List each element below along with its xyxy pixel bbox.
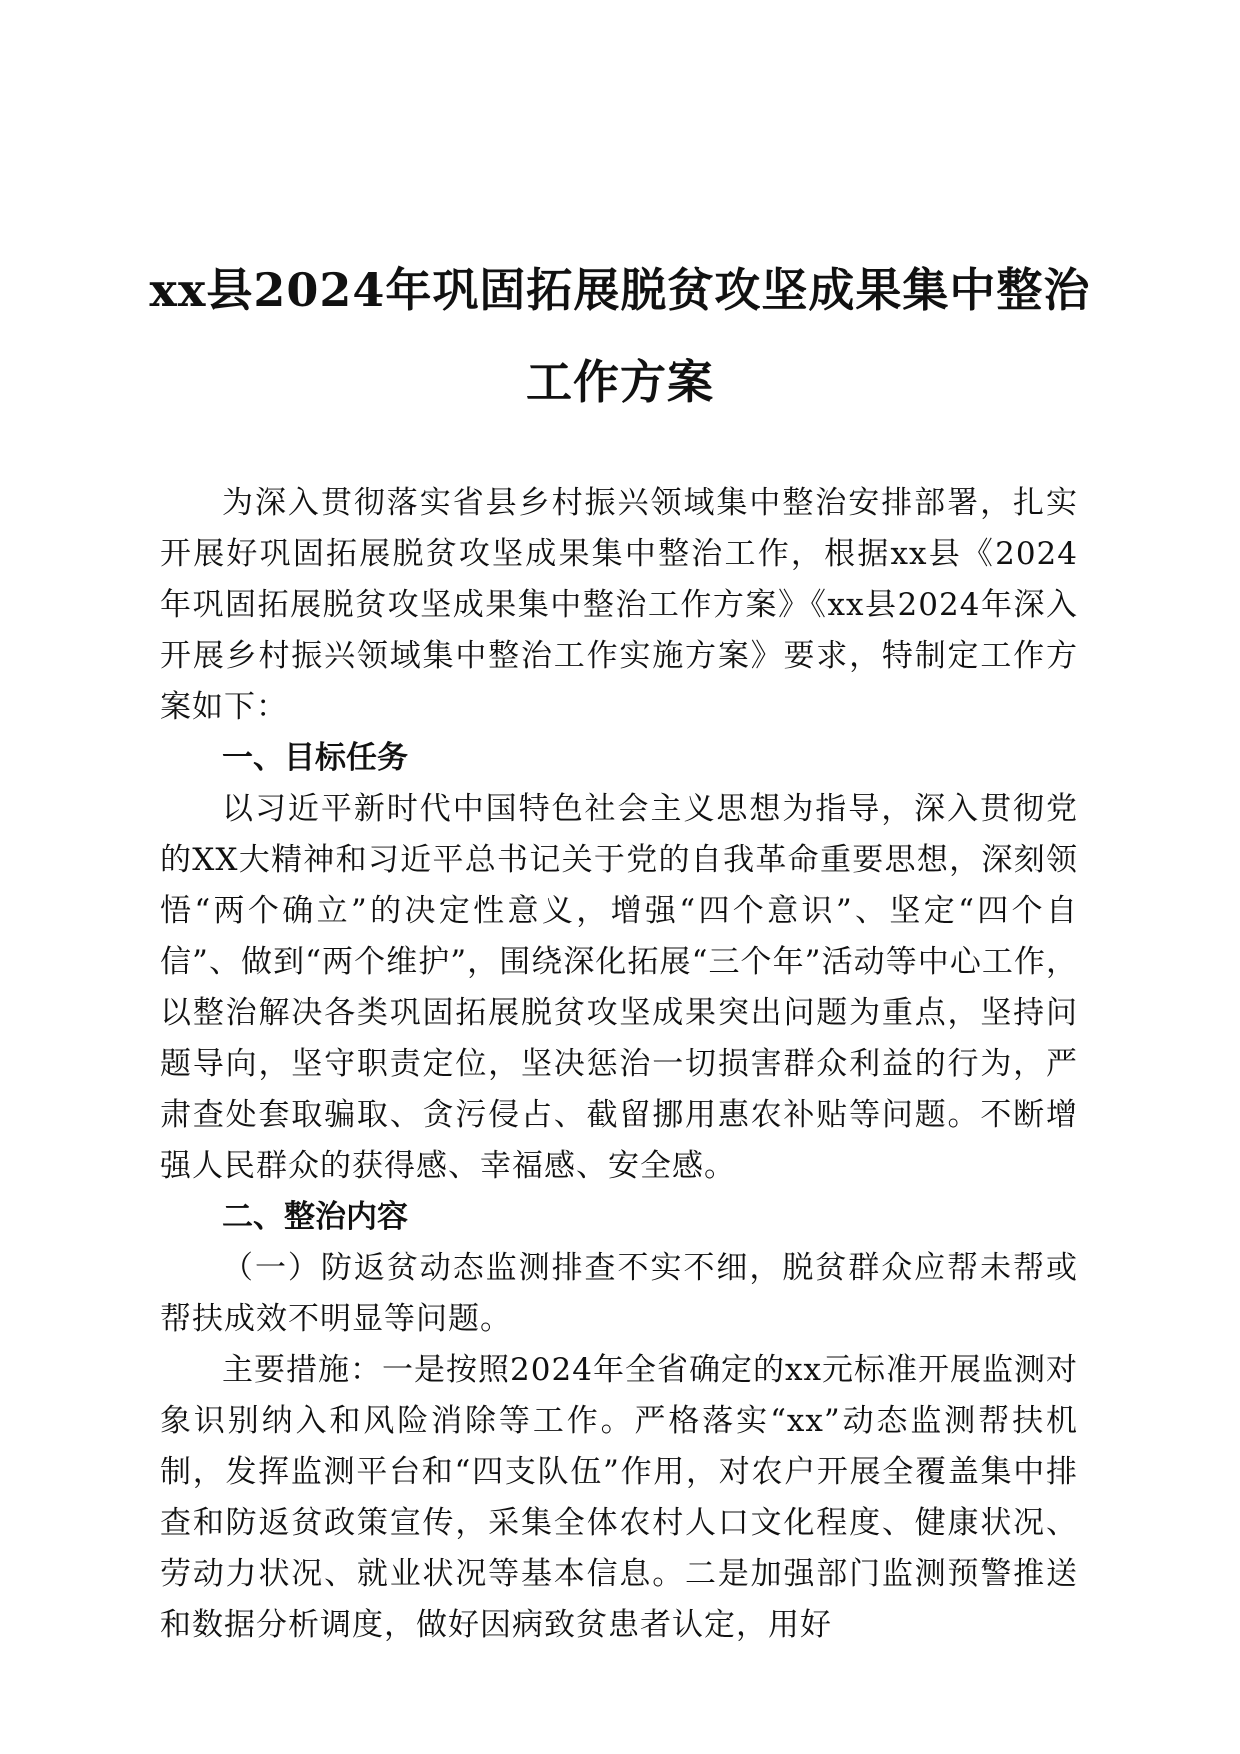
section-heading: 二、整治内容 xyxy=(222,1199,408,1235)
document-title-line-2: 工作方案 xyxy=(526,355,714,409)
section-paragraph: 主要措施：一是按照2024年全省确定的xx元标准开展监测对象识别纳入和风险消除等工作。严格落实“xx”动态监测帮扶机制，发挥监测平台和“四支队伍”作用，对农户开展全覆盖集中排查和防返贫政策宣传，采集全体农村人口文化程度、健康状况、劳动力状况、就业状况等基本信息。二是加强部门监测预警推送和数据分析调度，做好因病致贫患者认定，用好 xyxy=(160,1352,1078,1643)
section-paragraph: 以习近平新时代中国特色社会主义思想为指导，深入贯彻党的XX大精神和习近平总书记关于党的自我革命重要思想，深刻领悟“两个确立”的决定性意义，增强“四个意识”、坚定“四个自信”、做到“两个维护”，围绕深化拓展“三个年”活动等中心工作，以整治解决各类巩固拓展脱贫攻坚成果突出问题为重点，坚持问题导向，坚守职责定位，坚决惩治一切损害群众利益的行为，严肃查处套取骗取、贪污侵占、截留挪用惠农补贴等问题。不断增强人民群众的获得感、幸福感、安全感。 xyxy=(160,791,1078,1184)
section-heading: 一、目标任务 xyxy=(222,740,408,776)
document-title-line-1: xx县2024年巩固拓展脱贫攻坚成果集中整治 xyxy=(149,263,1091,317)
intro-paragraph: 为深入贯彻落实省县乡村振兴领域集中整治安排部署，扎实开展好巩固拓展脱贫攻坚成果集中整治工作，根据xx县《2024年巩固拓展脱贫攻坚成果集中整治工作方案》《xx县2024年深入开展乡村振兴领域集中整治工作实施方案》要求，特制定工作方案如下： xyxy=(160,485,1078,725)
document-body xyxy=(160,478,1078,1651)
section-paragraph: （一）防返贫动态监测排查不实不细，脱贫群众应帮未帮或帮扶成效不明显等问题。 xyxy=(160,1250,1078,1337)
